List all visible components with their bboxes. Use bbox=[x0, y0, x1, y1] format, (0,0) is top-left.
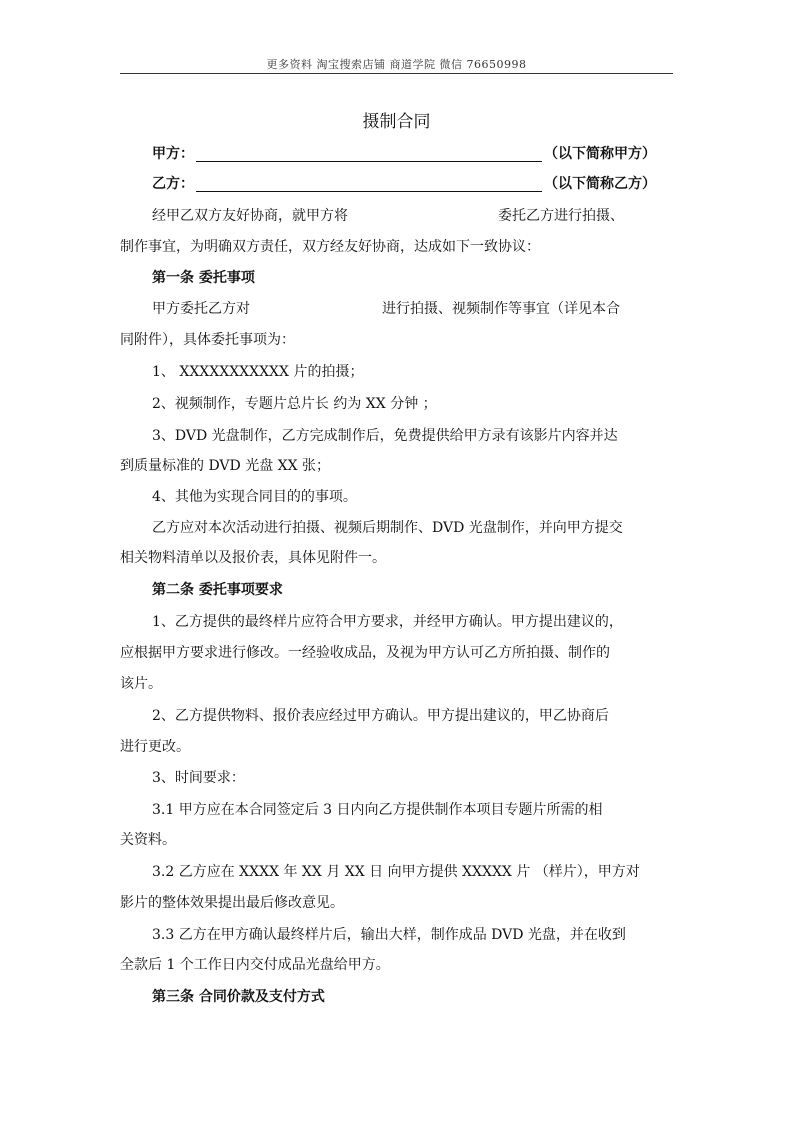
intro-line-2: 制作事宜，为明确双方责任，双方经友好协商，达成如下一致协议： bbox=[120, 239, 540, 255]
art1-p1-text-b: 进行拍摄、视频制作等事宜（详见本合 bbox=[382, 301, 620, 317]
article-3-heading: 第三条 合同价款及支付方式 bbox=[152, 989, 325, 1005]
art1-item-1: 1、 XXXXXXXXXXX 片的拍摄； bbox=[152, 364, 364, 380]
art1-item-3-line2: 到质量标准的 DVD 光盘 XX 张； bbox=[120, 458, 331, 474]
art2-req2-line1: 2、乙方提供物料、报价表应经过甲方确认。甲方提出建议的，甲乙协商后 bbox=[152, 708, 609, 724]
intro-text-a: 经甲乙双方友好协商，就甲方将 bbox=[152, 208, 348, 224]
art2-req1-line1: 1、乙方提供的最终样片应符合甲方要求，并经甲方确认。甲方提出建议的， bbox=[152, 614, 623, 630]
party-a-blank bbox=[196, 145, 542, 162]
art1-item-2: 2、视频制作，专题片总片长 约为 XX 分钟 ； bbox=[152, 396, 437, 412]
art2-req1-line2: 应根据甲方要求进行修改。一经验收成品，及视为甲方认可乙方所拍摄、制作的 bbox=[120, 645, 610, 661]
art1-item-3-line1: 3、DVD 光盘制作，乙方完成制作后，免费提供给甲方录有该影片内容并达 bbox=[152, 428, 618, 444]
art1-item-4: 4、其他为实现合同目的的事项。 bbox=[152, 489, 357, 505]
party-b-label: 乙方： bbox=[152, 176, 194, 192]
art2-time3-line1: 3.3 乙方在甲方确认最终样片后，输出大样，制作成品 DVD 光盘，并在收到 bbox=[152, 927, 626, 943]
article-1-heading: 第一条 委托事项 bbox=[152, 270, 255, 286]
party-b-suffix: （以下简称乙方） bbox=[544, 176, 656, 192]
party-b-line bbox=[120, 174, 705, 194]
intro-text-b: 委托乙方进行拍摄、 bbox=[498, 208, 624, 224]
art1-p1-text-a: 甲方委托乙方对 bbox=[152, 301, 250, 317]
art2-time1-line1: 3.1 甲方应在本合同签定后 3 日内向乙方提供制作本项目专题片所需的相 bbox=[152, 802, 603, 818]
art2-time2-line1: 3.2 乙方应在 XXXX 年 XX 月 XX 日 向甲方提供 XXXXX 片 （样片），甲方对 bbox=[152, 864, 640, 880]
art1-para2-line1: 乙方应对本次活动进行拍摄、视频后期制作、DVD 光盘制作，并向甲方提交 bbox=[152, 520, 623, 536]
header-divider bbox=[120, 73, 673, 74]
art1-para2-line2: 相关物料清单以及报价表，具体见附件一。 bbox=[120, 550, 386, 566]
document-title: 摄制合同 bbox=[362, 112, 431, 132]
art2-time2-line2: 影片的整体效果提出最后修改意见。 bbox=[120, 895, 344, 911]
page-header: 更多资料 淘宝搜索店铺 商道学院 微信 76650998 bbox=[266, 58, 527, 71]
art2-req1-line3: 该片。 bbox=[120, 676, 162, 692]
party-a-label: 甲方： bbox=[152, 146, 194, 162]
article-2-heading: 第二条 委托事项要求 bbox=[152, 582, 283, 598]
art2-time3-line2: 全款后 1 个工作日内交付成品光盘给甲方。 bbox=[120, 957, 390, 973]
art2-req3: 3、时间要求： bbox=[152, 770, 245, 786]
intro-line-1 bbox=[120, 206, 705, 226]
party-a-line bbox=[120, 144, 705, 164]
party-b-blank bbox=[196, 175, 542, 192]
art1-para1-line2: 同附件），具体委托事项为： bbox=[120, 332, 295, 348]
party-a-suffix: （以下简称甲方） bbox=[544, 146, 656, 162]
art2-time1-line2: 关资料。 bbox=[120, 832, 176, 848]
art2-req2-line2: 进行更改。 bbox=[120, 739, 190, 755]
art1-para1-line1 bbox=[120, 299, 705, 319]
